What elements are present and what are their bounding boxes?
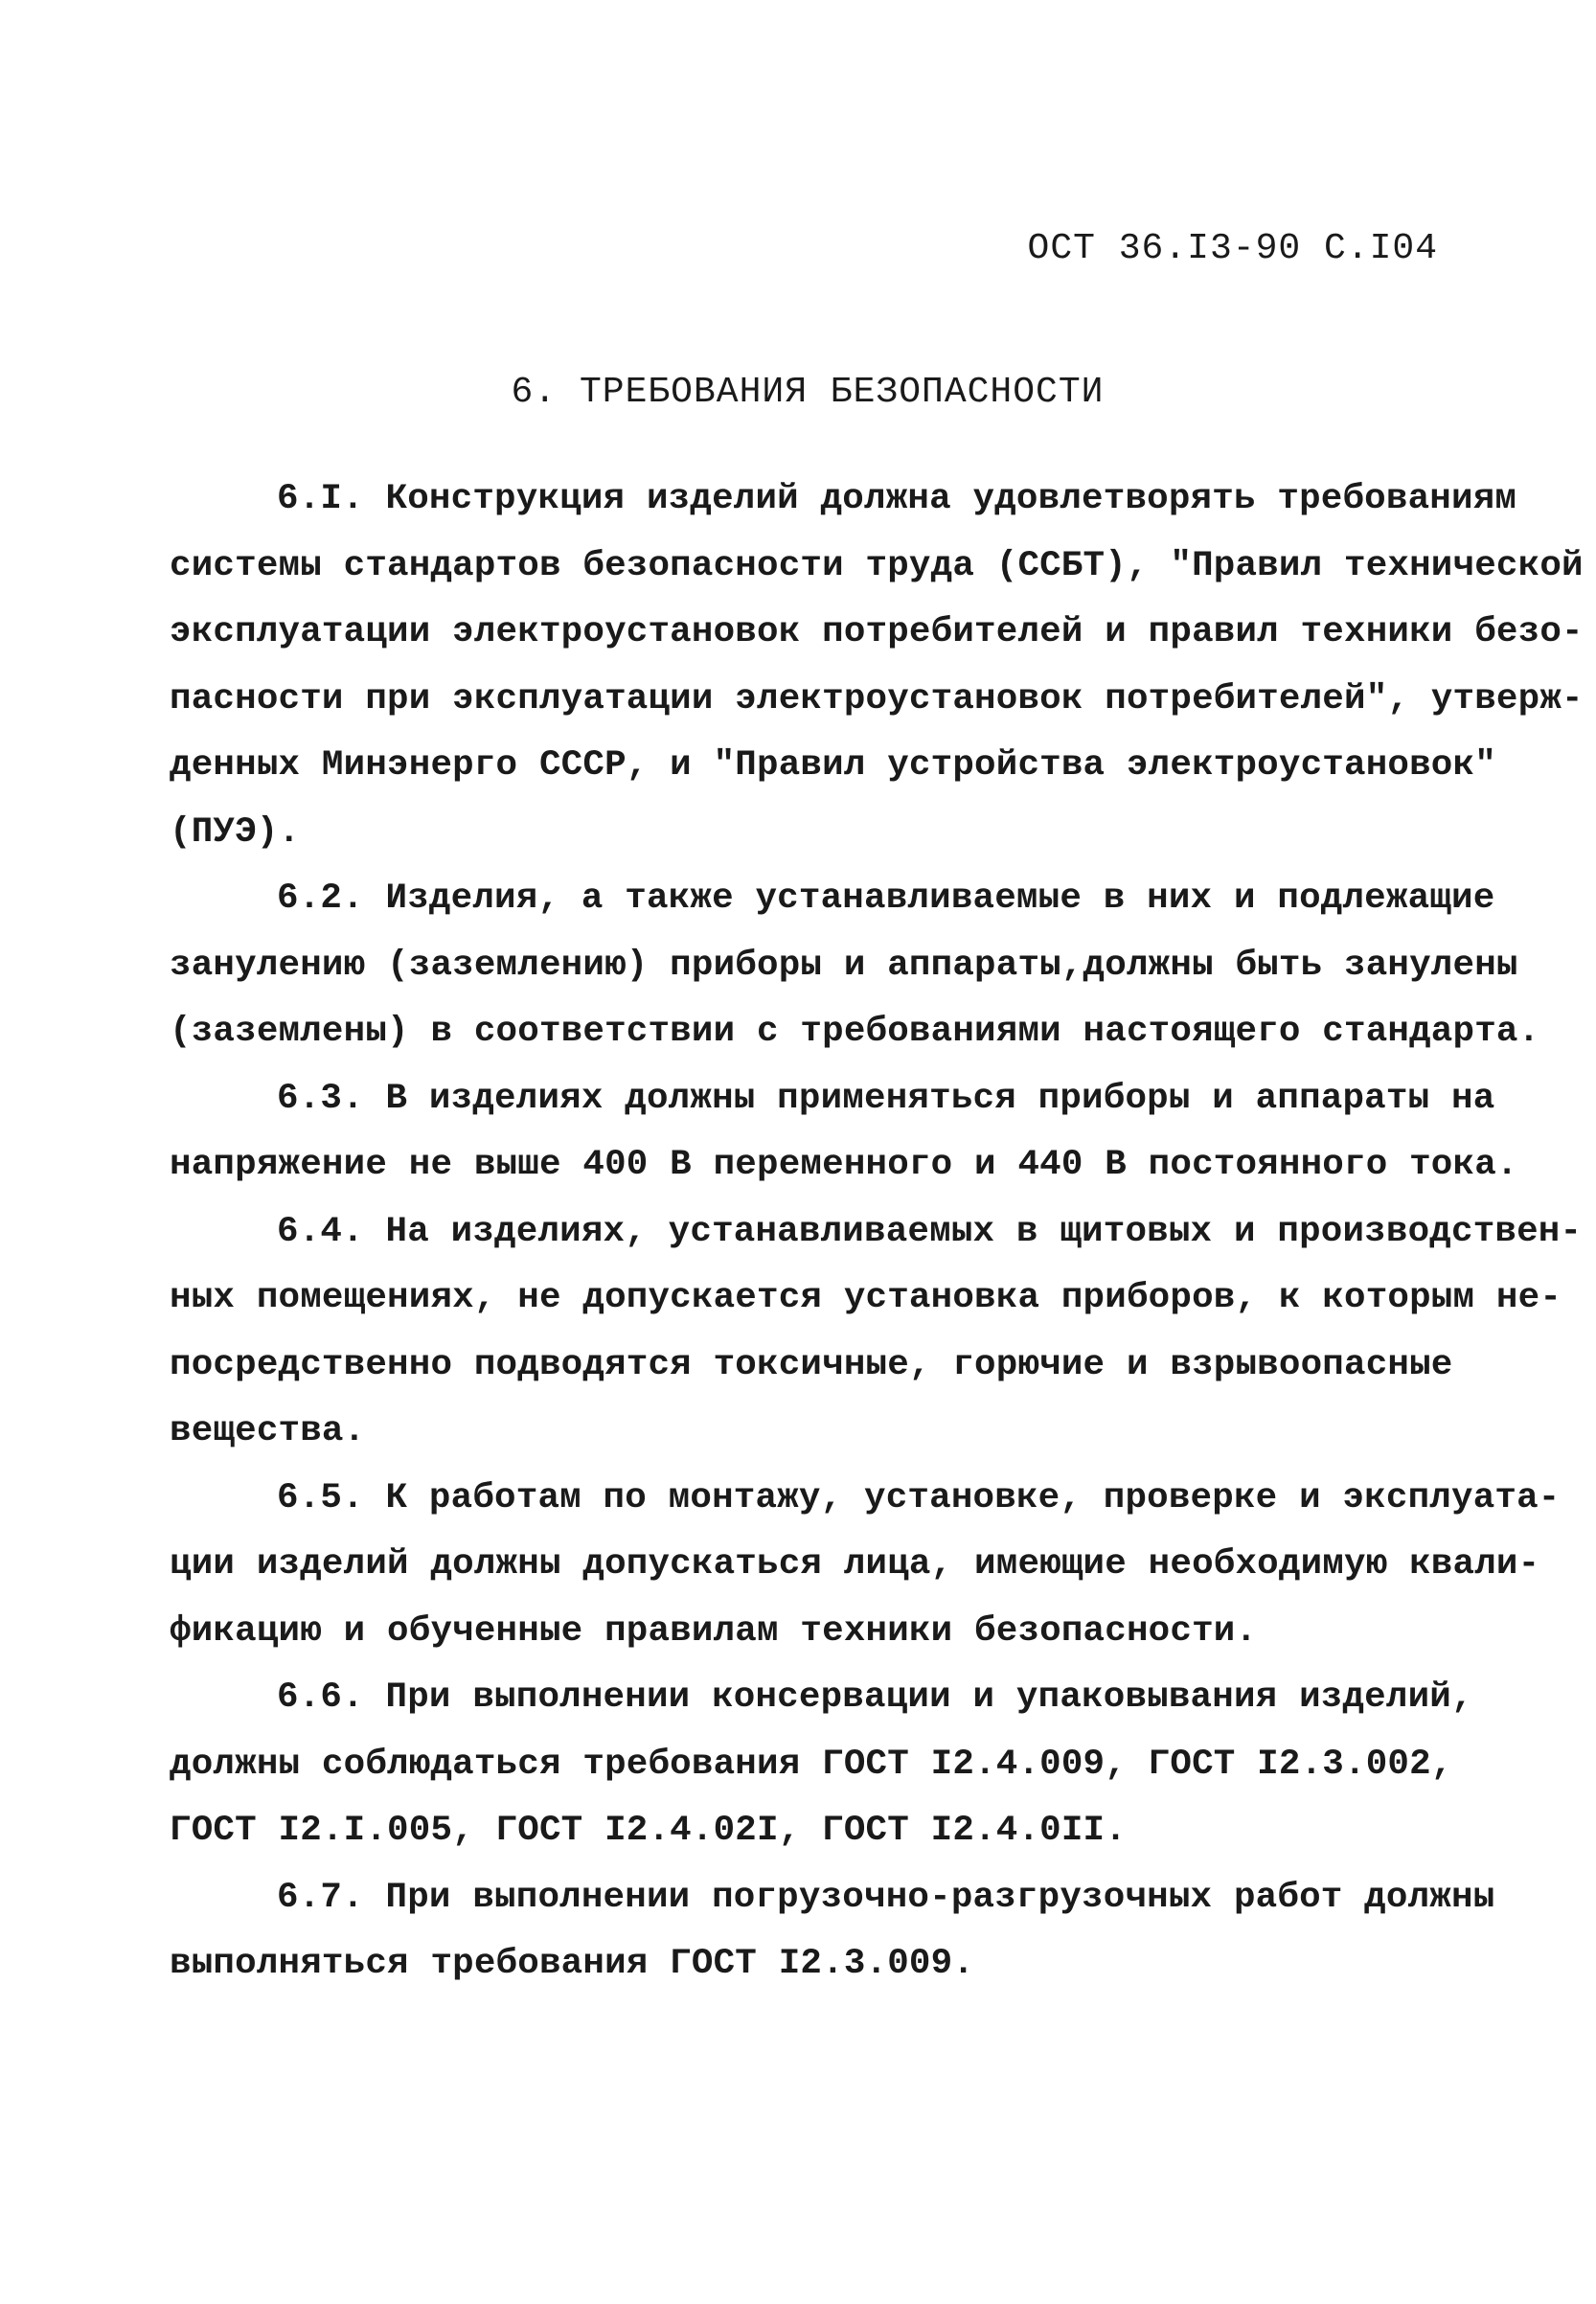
paragraph-line: 6.I. Конструкция изделий должна удовлетворять требованиям [277, 479, 1517, 519]
paragraph-line: должны соблюдаться требования ГОСТ I2.4.009, ГОСТ I2.3.002, [170, 1744, 1453, 1785]
paragraph-line: системы стандартов безопасности труда (ССБТ), "Правил технической [170, 545, 1584, 586]
paragraph-6-6 [170, 1665, 1511, 1865]
paragraph-line: занулению (заземлению) приборы и аппараты,должны быть занулены [170, 945, 1518, 986]
paragraph-line: 6.7. При выполнении погрузочно-разгрузочных работ должны [277, 1877, 1495, 1918]
paragraph-line: эксплуатации электроустановок потребителей и правил техники безо- [170, 612, 1584, 652]
paragraph-6-2 [170, 866, 1540, 1066]
paragraph-line: (заземлены) в соответствии с требованиями настоящего стандарта. [170, 1012, 1540, 1052]
paragraph-line: посредственно подводятся токсичные, горючие и взрывоопасные [170, 1344, 1453, 1385]
paragraph-line: выполняться требования ГОСТ I2.3.009. [170, 1944, 975, 1984]
paragraph-line: вещества. [170, 1411, 366, 1451]
paragraph-line: денных Минэнерго СССР, и "Правил устройства электроустановок" [170, 745, 1496, 786]
paragraph-line: ных помещениях, не допускается установка приборов, к которым не- [170, 1278, 1562, 1318]
paragraph-6-5 [170, 1466, 1561, 1666]
paragraph-line: напряжение не выше 400 В переменного и 440 В постоянного тока. [170, 1145, 1518, 1185]
document-reference: ОСТ 36.I3-90 С.I04 [1027, 228, 1438, 269]
paragraph-line: ции изделий должны допускаться лица, имеющие необходимую квали- [170, 1544, 1540, 1585]
document-body [170, 467, 1584, 1998]
paragraph-line: 6.2. Изделия, а также устанавливаемые в них и подлежащие [277, 878, 1495, 919]
paragraph-6-4 [170, 1199, 1583, 1466]
section-title: 6. ТРЕБОВАНИЯ БЕЗОПАСНОСТИ [511, 372, 1105, 413]
paragraph-line: 6.6. При выполнении консервации и упаковывания изделий, [277, 1677, 1473, 1718]
paragraph-line: (ПУЭ). [170, 811, 301, 853]
paragraph-6-1 [170, 467, 1584, 866]
paragraph-line: ГОСТ I2.I.005, ГОСТ I2.4.02I, ГОСТ I2.4.0II. [170, 1811, 1127, 1851]
paragraph-line: фикацию и обученные правилам техники безопасности. [170, 1610, 1258, 1652]
paragraph-line: 6.4. На изделиях, устанавливаемых в щитовых и производствен- [277, 1211, 1583, 1252]
paragraph-line: 6.3. В изделиях должны применяться приборы и аппараты на [277, 1078, 1495, 1119]
paragraph-line: 6.5. К работам по монтажу, установке, проверке и эксплуата- [277, 1477, 1561, 1518]
paragraph-6-3 [170, 1066, 1518, 1199]
paragraph-6-7 [170, 1865, 1511, 1998]
paragraph-line: пасности при эксплуатации электроустановок потребителей", утверж- [170, 678, 1584, 719]
